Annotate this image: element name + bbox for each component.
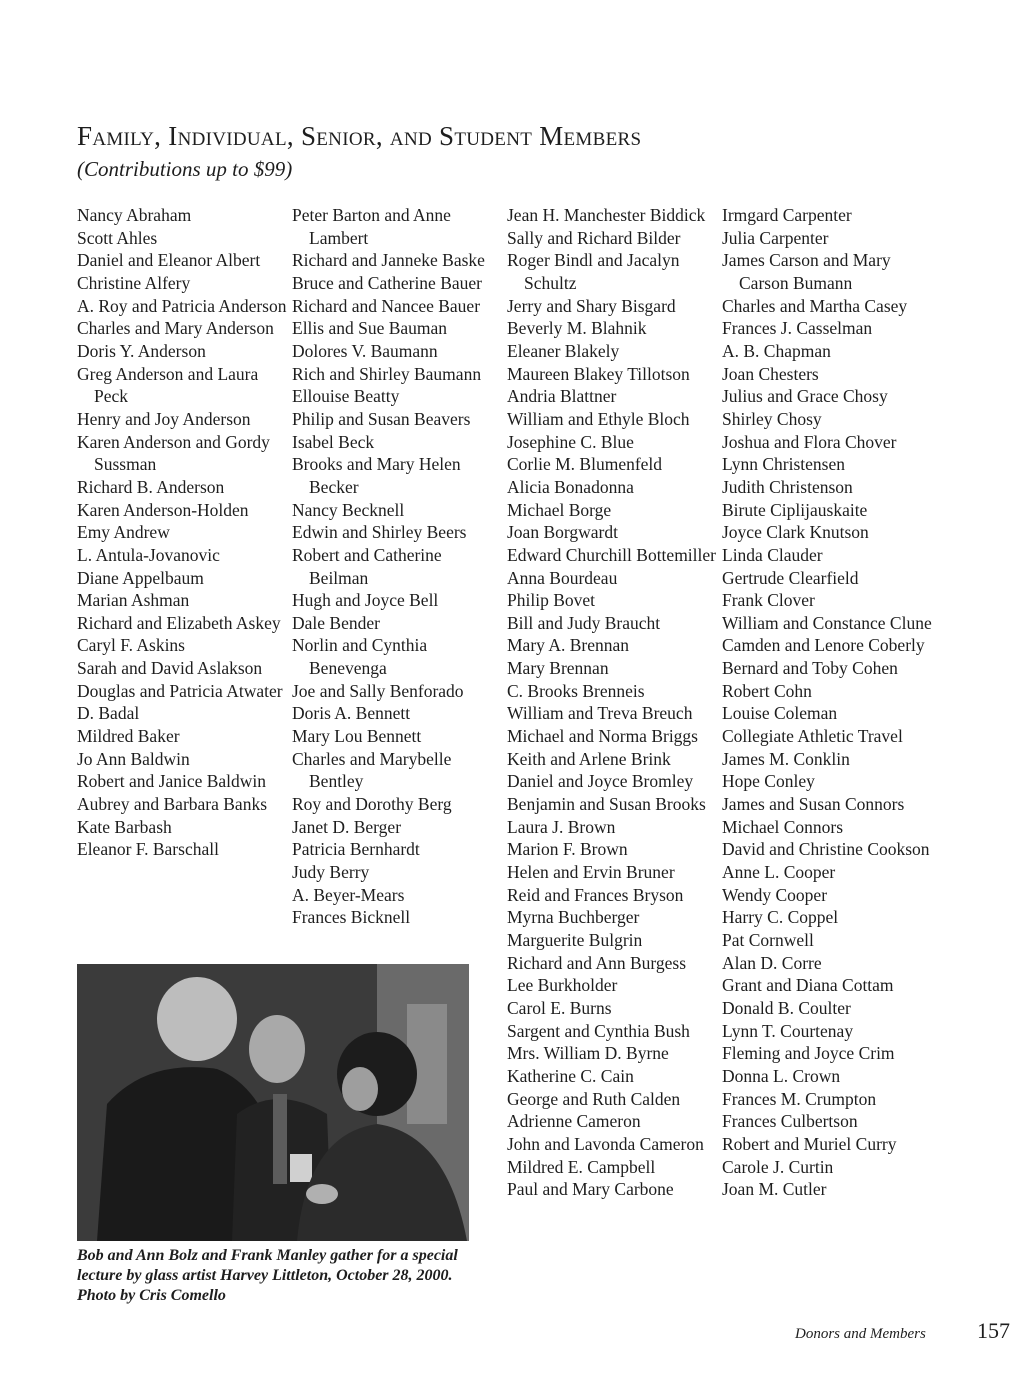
member-name: Robert Cohn bbox=[722, 680, 812, 701]
member-name: Adrienne Cameron bbox=[507, 1111, 641, 1132]
member-name: Michael and Norma Briggs bbox=[507, 726, 698, 747]
member-name: Robert and Muriel Curry bbox=[722, 1133, 897, 1154]
member-name: Mary Brennan bbox=[507, 658, 609, 679]
member-name: Irmgard Carpenter bbox=[722, 205, 852, 225]
member-name: Aubrey and Barbara Banks bbox=[77, 794, 268, 815]
member-name: Roger Bindl and Jacalyn Schultz bbox=[507, 250, 680, 293]
member-name: Kate Barbash bbox=[77, 816, 172, 837]
member-name: Frances Culbertson bbox=[722, 1111, 858, 1132]
member-name: Frank Clover bbox=[722, 590, 815, 611]
member-name: Edwin and Shirley Beers bbox=[292, 522, 467, 543]
member-name: Diane Appelbaum bbox=[77, 567, 204, 588]
member-name: Lynn T. Courtenay bbox=[722, 1020, 854, 1041]
member-name: Josephine C. Blue bbox=[507, 431, 634, 452]
member-name: Mildred Baker bbox=[77, 726, 180, 747]
member-name: Bill and Judy Braucht bbox=[507, 612, 661, 633]
member-name: Janet D. Berger bbox=[292, 816, 402, 837]
member-name: Hugh and Joyce Bell bbox=[292, 590, 439, 611]
member-name: Eleaner Blakely bbox=[507, 340, 620, 361]
member-name: Sargent and Cynthia Bush bbox=[507, 1020, 690, 1041]
member-column-1 bbox=[77, 204, 289, 861]
member-name: Sarah and David Aslakson bbox=[77, 658, 263, 679]
section-heading: Family, Individual, Senior, and Student Members bbox=[77, 121, 642, 151]
member-name: Nancy Abraham bbox=[77, 205, 192, 225]
member-name: Judy Berry bbox=[292, 862, 370, 883]
member-name: Frances J. Casselman bbox=[722, 318, 873, 339]
member-name: Mary Lou Bennett bbox=[292, 726, 422, 747]
member-name: Benjamin and Susan Brooks bbox=[507, 794, 706, 815]
member-name: Charles and Mary Anderson bbox=[77, 318, 274, 339]
member-name: Richard and Janneke Baske bbox=[292, 250, 485, 271]
member-name: William and Constance Clune bbox=[722, 612, 932, 633]
member-name: Andria Blattner bbox=[507, 386, 617, 407]
member-name: Carole J. Curtin bbox=[722, 1156, 834, 1177]
member-name: Julia Carpenter bbox=[722, 227, 829, 248]
member-name: Julius and Grace Chosy bbox=[722, 386, 888, 407]
member-name: Keith and Arlene Brink bbox=[507, 748, 671, 769]
member-name: Mary A. Brennan bbox=[507, 635, 629, 656]
member-name: James and Susan Connors bbox=[722, 794, 905, 815]
member-name: Anne L. Cooper bbox=[722, 862, 836, 883]
member-name: Mrs. William D. Byrne bbox=[507, 1043, 669, 1064]
member-name: Doris Y. Anderson bbox=[77, 340, 206, 361]
member-name: David and Christine Cookson bbox=[722, 839, 930, 860]
member-name: Pat Cornwell bbox=[722, 930, 814, 950]
member-name: Rich and Shirley Baumann bbox=[292, 363, 482, 384]
member-name: Louise Coleman bbox=[722, 703, 838, 724]
member-name: Caryl F. Askins bbox=[77, 635, 185, 656]
member-name: Katherine C. Cain bbox=[507, 1065, 634, 1086]
member-name: L. Antula-Jovanovic bbox=[77, 544, 220, 565]
member-name: Camden and Lenore Coberly bbox=[722, 635, 925, 656]
member-name: Richard B. Anderson bbox=[77, 476, 225, 497]
member-name: Philip Bovet bbox=[507, 590, 595, 611]
member-name: George and Ruth Calden bbox=[507, 1088, 681, 1109]
member-name: Joshua and Flora Chover bbox=[722, 431, 897, 452]
member-name: Charles and Marybelle Bentley bbox=[292, 748, 452, 792]
member-name: Birute Ciplijauskaite bbox=[722, 499, 868, 520]
member-column-2 bbox=[292, 204, 504, 929]
member-name: Ellouise Beatty bbox=[292, 386, 400, 407]
member-name: Joan Chesters bbox=[722, 363, 819, 384]
member-name: William and Treva Breuch bbox=[507, 703, 693, 724]
member-name: Donna L. Crown bbox=[722, 1065, 841, 1086]
member-name: Joyce Clark Knutson bbox=[722, 522, 869, 543]
member-name: Judith Christenson bbox=[722, 476, 853, 497]
footer-section-label: Donors and Members bbox=[795, 1326, 926, 1342]
member-name: A. B. Chapman bbox=[722, 340, 831, 361]
member-name: Douglas and Patricia Atwater bbox=[77, 680, 283, 701]
member-name: C. Brooks Brenneis bbox=[507, 680, 645, 701]
member-name: Alan D. Corre bbox=[722, 952, 822, 973]
member-name: Jo Ann Baldwin bbox=[77, 748, 190, 769]
member-name: Reid and Frances Bryson bbox=[507, 884, 684, 905]
member-name: Paul and Mary Carbone bbox=[507, 1179, 674, 1200]
member-name: Ellis and Sue Bauman bbox=[292, 318, 448, 339]
member-name: Frances M. Crumpton bbox=[722, 1088, 877, 1109]
member-name: Collegiate Athletic Travel bbox=[722, 726, 903, 747]
member-name: A. Beyer-Mears bbox=[292, 884, 405, 905]
member-name: Bruce and Catherine Bauer bbox=[292, 272, 482, 293]
member-name: James M. Conklin bbox=[722, 748, 850, 769]
member-name: Eleanor F. Barschall bbox=[77, 839, 219, 860]
member-name: Mildred E. Campbell bbox=[507, 1156, 656, 1177]
member-name: Linda Clauder bbox=[722, 544, 823, 565]
section-subheading: (Contributions up to $99) bbox=[77, 157, 293, 181]
member-name: Wendy Cooper bbox=[722, 884, 828, 905]
member-name: Beverly M. Blahnik bbox=[507, 318, 647, 339]
member-name: A. Roy and Patricia Anderson bbox=[77, 295, 287, 316]
member-name: Christine Alfery bbox=[77, 272, 191, 293]
member-name: Karen Anderson and Gordy Sussman bbox=[77, 431, 270, 475]
member-name: Brooks and Mary Helen Becker bbox=[292, 454, 461, 497]
member-name: Richard and Ann Burgess bbox=[507, 952, 687, 973]
member-name: Philip and Susan Beavers bbox=[292, 408, 471, 429]
member-name: Daniel and Eleanor Albert bbox=[77, 250, 261, 271]
member-name: James Carson and Mary Carson Bumann bbox=[722, 250, 891, 293]
member-name: Myrna Buchberger bbox=[507, 907, 640, 928]
member-name: Roy and Dorothy Berg bbox=[292, 794, 452, 815]
member-name: Shirley Chosy bbox=[722, 408, 822, 429]
member-name: Joe and Sally Benforado bbox=[292, 680, 464, 701]
member-name: Robert and Catherine Beilman bbox=[292, 544, 442, 588]
member-name: Joan M. Cutler bbox=[722, 1179, 827, 1200]
member-name: D. Badal bbox=[77, 703, 140, 724]
member-name: Anna Bourdeau bbox=[507, 567, 618, 588]
member-name: Joan Borgwardt bbox=[507, 522, 618, 543]
member-name: Lynn Christensen bbox=[722, 454, 845, 475]
member-name: Michael Connors bbox=[722, 816, 844, 837]
member-name: Emy Andrew bbox=[77, 522, 170, 543]
member-name: Hope Conley bbox=[722, 771, 815, 792]
member-name: Karen Anderson-Holden bbox=[77, 499, 249, 520]
member-name: William and Ethyle Bloch bbox=[507, 408, 690, 429]
member-column-4 bbox=[722, 204, 942, 1201]
member-name: Richard and Elizabeth Askey bbox=[77, 612, 281, 633]
member-name: Laura J. Brown bbox=[507, 816, 616, 837]
member-name: Peter Barton and Anne Lambert bbox=[292, 205, 451, 248]
member-name: Donald B. Coulter bbox=[722, 997, 851, 1018]
member-name: Marian Ashman bbox=[77, 590, 190, 611]
member-name: Lee Burkholder bbox=[507, 975, 618, 996]
member-name: Nancy Becknell bbox=[292, 499, 405, 520]
member-name: Michael Borge bbox=[507, 499, 612, 520]
member-name: Harry C. Coppel bbox=[722, 907, 839, 928]
member-name: Doris A. Bennett bbox=[292, 703, 411, 724]
member-name: Grant and Diana Cottam bbox=[722, 975, 894, 996]
event-photo bbox=[77, 964, 469, 1241]
member-name: Isabel Beck bbox=[292, 431, 375, 452]
member-name: Jean H. Manchester Biddick bbox=[507, 205, 706, 225]
member-name: Dale Bender bbox=[292, 612, 380, 633]
member-name: Dolores V. Baumann bbox=[292, 340, 438, 361]
member-name: Patricia Bernhardt bbox=[292, 839, 420, 860]
member-name: Corlie M. Blumenfeld bbox=[507, 454, 663, 475]
member-name: Helen and Ervin Bruner bbox=[507, 862, 675, 883]
member-name: Norlin and Cynthia Benevenga bbox=[292, 635, 428, 679]
member-name: Jerry and Shary Bisgard bbox=[507, 295, 676, 316]
member-column-3 bbox=[507, 204, 719, 1201]
member-name: Fleming and Joyce Crim bbox=[722, 1043, 895, 1064]
photo-caption: Bob and Ann Bolz and Frank Manley gather for a special lecture by glass artist Harvey Littleton, October 28, 2000. Photo by Cris Comello bbox=[77, 1247, 458, 1304]
member-name: Alicia Bonadonna bbox=[507, 476, 634, 497]
member-name: Greg Anderson and Laura Peck bbox=[77, 363, 259, 407]
member-name: Marion F. Brown bbox=[507, 839, 628, 860]
member-name: Sally and Richard Bilder bbox=[507, 227, 681, 248]
member-name: Frances Bicknell bbox=[292, 907, 411, 928]
member-name: Charles and Martha Casey bbox=[722, 295, 908, 316]
member-name: Henry and Joy Anderson bbox=[77, 408, 251, 429]
member-name: Scott Ahles bbox=[77, 227, 158, 248]
member-name: Daniel and Joyce Bromley bbox=[507, 771, 694, 792]
member-name: Marguerite Bulgrin bbox=[507, 930, 643, 950]
member-name: Bernard and Toby Cohen bbox=[722, 658, 898, 679]
member-name: Maureen Blakey Tillotson bbox=[507, 363, 690, 384]
member-name: John and Lavonda Cameron bbox=[507, 1133, 704, 1154]
member-name: Robert and Janice Baldwin bbox=[77, 771, 267, 792]
member-name: Edward Churchill Bottemiller bbox=[507, 544, 716, 565]
member-name: Gertrude Clearfield bbox=[722, 567, 859, 588]
member-name: Carol E. Burns bbox=[507, 997, 612, 1018]
page-number: 157 bbox=[977, 1318, 1010, 1343]
member-name: Richard and Nancee Bauer bbox=[292, 295, 481, 316]
